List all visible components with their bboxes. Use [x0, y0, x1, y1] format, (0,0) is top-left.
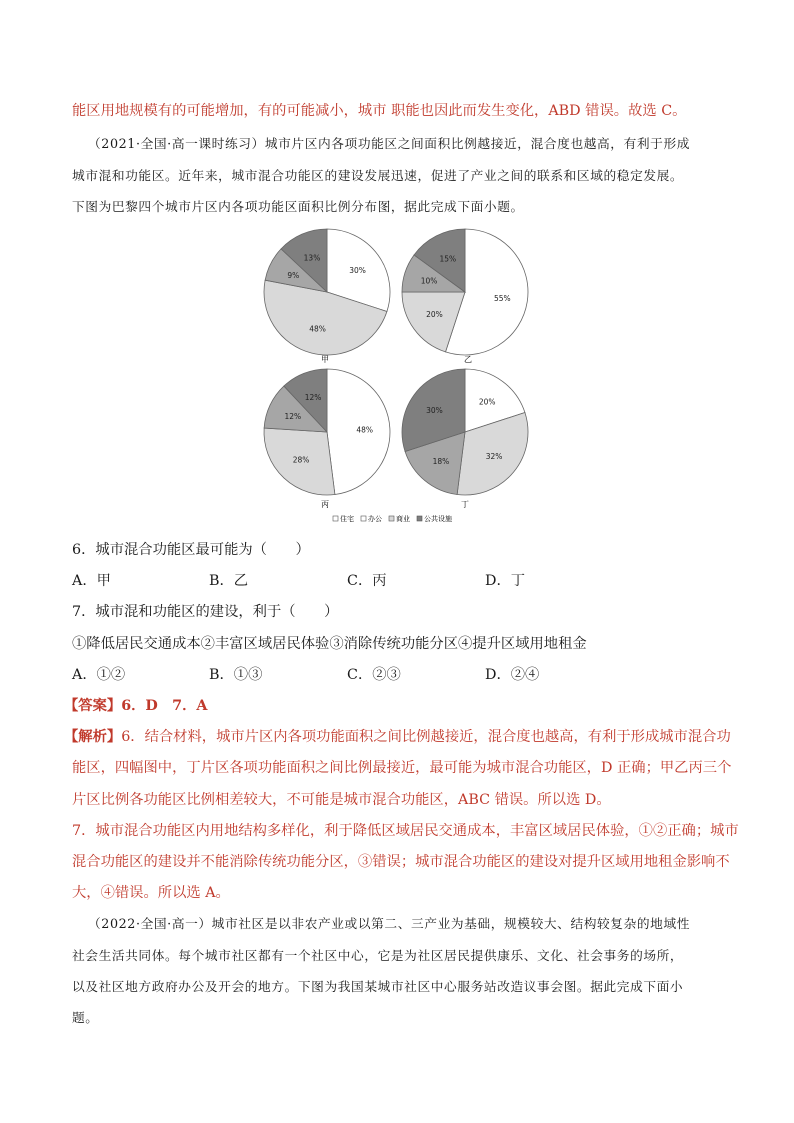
q7-stem: 7．城市混和功能区的建设，利于（ ）	[72, 604, 339, 620]
pie-label-ding-1: 32%	[485, 452, 503, 462]
pie-chart-jia	[264, 229, 390, 355]
pie-label-jia-3: 13%	[303, 253, 321, 263]
pie-name-ding: 丁	[461, 500, 469, 509]
legend-label-office: 办公	[368, 515, 382, 523]
legend-swatch-public	[417, 516, 422, 521]
analysis-tag: 【解析】	[64, 729, 122, 745]
prev-analysis-line: 能区用地规模有的可能增加，有的可能减小，城市 职能也因此而发生变化，ABD 错误。故选 C。	[72, 103, 687, 119]
intro1-line3: 下图为巴黎四个城市片区内各项功能区面积比例分布图，据此完成下面小题。	[72, 199, 524, 214]
pie-name-bing: 丙	[321, 500, 329, 509]
pie-label-yi-3: 15%	[439, 254, 457, 264]
legend-label-commercial: 商业	[396, 515, 410, 523]
pie-label-ding-0: 20%	[478, 397, 496, 407]
legend-label-public: 公共设施	[424, 515, 452, 523]
analysis-line5: 混合功能区的建设并不能消除传统功能分区，③错误；城市混合功能区的建设对提升区域用地租金影响不	[72, 854, 730, 870]
pie-label-jia-1: 48%	[309, 324, 326, 334]
legend-swatch-residential	[333, 516, 338, 521]
pie-label-jia-2: 9%	[287, 270, 300, 280]
analysis-text-1: 6．结合材料，城市片区内各项功能面积之间比例越接近，混合度也越高，有利于形成城市混合功	[121, 729, 731, 745]
q6-stem: 6．城市混合功能区最可能为（ ）	[72, 542, 310, 558]
q6-option-c[interactable]: C．丙	[347, 573, 387, 589]
pie-name-jia: 甲	[321, 355, 329, 364]
answer-tag: 【答案】	[64, 698, 122, 714]
legend-swatch-commercial	[389, 516, 394, 521]
q7-option-b[interactable]: B．①③	[209, 667, 263, 683]
pie-legend	[333, 514, 452, 523]
pie-label-bing-1: 28%	[292, 455, 310, 465]
intro1-line2: 城市混和功能区。近年来，城市混合功能区的建设发展迅速，促进了产业之间的联系和区域的稳定发展。	[72, 168, 684, 183]
answer-text: 6．D 7．A	[121, 698, 208, 714]
q6-option-b[interactable]: B．乙	[209, 573, 249, 589]
q7-option-d[interactable]: D．②④	[485, 667, 540, 683]
q7-option-a[interactable]: A．①②	[72, 667, 126, 683]
analysis-line2: 能区，四幅图中，丁片区各项功能面积之间比例最接近，最可能为城市混合功能区，D 正确；甲乙丙三个	[72, 760, 732, 776]
pie-label-yi-2: 10%	[420, 276, 438, 286]
pie-label-yi-0: 55%	[493, 293, 511, 303]
legend-swatch-office	[361, 516, 366, 521]
pie-label-yi-1: 20%	[426, 310, 443, 320]
pie-label-bing-0: 48%	[356, 425, 374, 435]
intro2-line4: 题。	[72, 1010, 99, 1025]
pie-name-yi: 乙	[464, 355, 472, 364]
analysis-line1	[64, 726, 731, 746]
legend-label-residential: 住宅	[340, 515, 354, 523]
pie-chart-figure	[255, 222, 545, 528]
q7-choices: ①降低居民交通成本②丰富区域居民体验③消除传统功能分区④提升区域用地租金	[72, 636, 587, 652]
pie-label-bing-3: 12%	[304, 392, 322, 402]
analysis-line3: 片区比例各功能区比例相差较大，不可能是城市混合功能区，ABC 错误。所以选 D。	[72, 792, 611, 808]
q6-option-d[interactable]: D．丁	[485, 573, 526, 589]
pie-chart-yi	[402, 229, 528, 355]
pie-label-jia-0: 30%	[349, 265, 366, 275]
pie-chart-bing	[264, 369, 390, 495]
pie-label-ding-3: 30%	[426, 405, 443, 415]
intro2-line2: 社会生活共同体。每个城市社区都有一个社区中心，它是为社区居民提供康乐、文化、社会事务的场所，	[72, 948, 684, 963]
intro2-line1: （2022·全国·高一）城市社区是以非农产业或以第二、三产业为基础，规模较大、结构较复杂的地域性	[88, 916, 691, 931]
analysis-line6: 大，④错误。所以选 A。	[72, 885, 230, 901]
pie-label-bing-2: 12%	[284, 411, 302, 421]
analysis-line4: 7．城市混合功能区内用地结构多样化，利于降低区域居民交通成本，丰富区域居民体验，①②正确；城市	[72, 823, 739, 839]
pie-chart-ding	[402, 369, 528, 495]
q6-option-a[interactable]: A．甲	[72, 573, 111, 589]
intro1-line1: （2021·全国·高一课时练习）城市片区内各项功能区之间面积比例越接近，混合度也越高，有利于形成	[88, 136, 691, 151]
answer-line	[64, 695, 207, 715]
intro2-line3: 以及社区地方政府办公及开会的地方。下图为我国某城市社区中心服务站改造议事会图。据此完成下面小	[72, 979, 684, 994]
q7-option-c[interactable]: C．②③	[347, 667, 401, 683]
pie-label-ding-2: 18%	[432, 457, 450, 467]
